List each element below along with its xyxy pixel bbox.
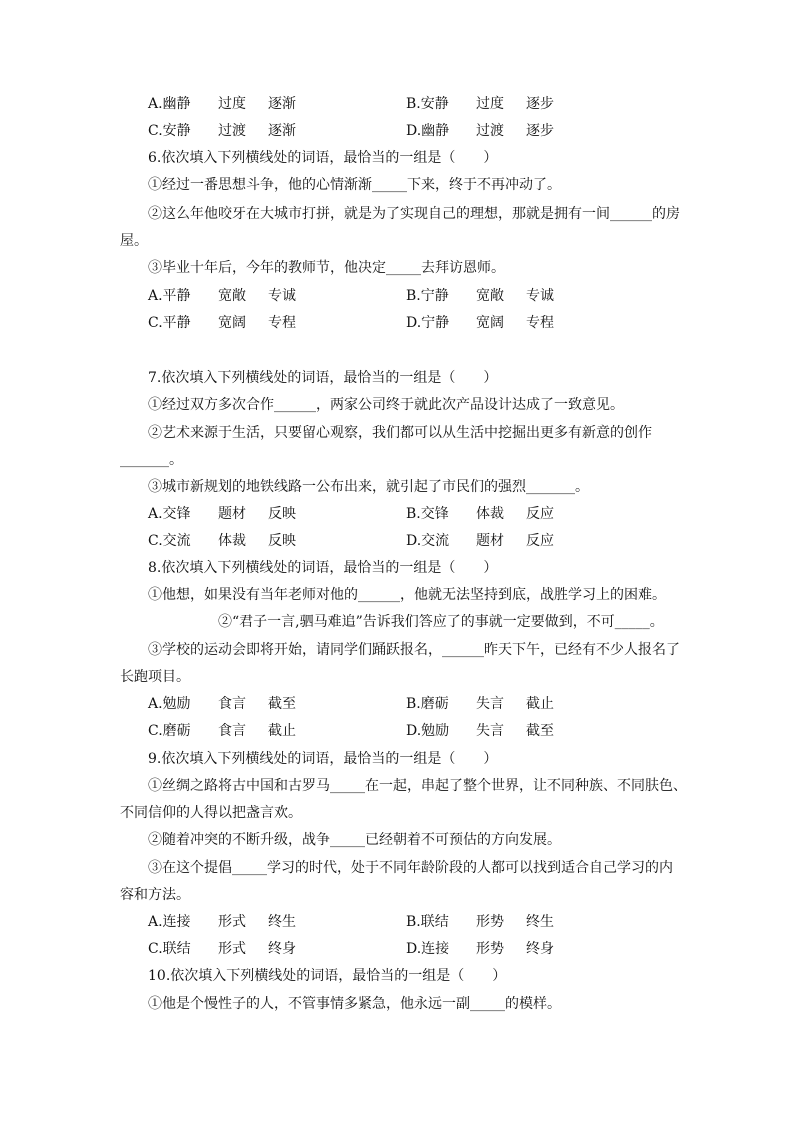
q6-sentence-3: ③毕业十年后，今年的教师节，他决定_____去拜访恩师。 (148, 260, 505, 276)
q7-option-c: C.交流 体裁 反映 (148, 533, 296, 549)
q7-sentence-2: ②艺术来源于生活，只要留心观察，我们都可以从生活中挖掘出更多有新意的创作 (148, 425, 652, 441)
q6-sentence-2: ②这么年他咬牙在大城市打拼，就是为了实现自己的理想，那就是拥有一间______的房 (148, 206, 680, 222)
q9-sentence-1-cont: 不同信仰的人得以把盏言欢。 (120, 805, 302, 821)
q8-option-d: D.勉励 失言 截至 (406, 723, 554, 739)
q9-sentence-1: ①丝绸之路将古中国和古罗马_____在一起，串起了整个世界，让不同种族、不同肤色、 (148, 778, 687, 794)
q8-option-c: C.磨砺 食言 截止 (148, 723, 296, 739)
q5-option-a: A.幽静 过度 逐渐 (148, 96, 296, 112)
q6-option-d: D.宁静 宽阔 专程 (406, 315, 554, 331)
q7-sentence-3: ③城市新规划的地铁线路一公布出来，就引起了市民们的强烈_______。 (148, 479, 589, 495)
q9-option-c: C.联结 形式 终身 (148, 941, 296, 957)
q6-option-a: A.平静 宽敞 专诚 (148, 288, 296, 304)
q10-stem: 10.依次填入下列横线处的词语，最恰当的一组是（ ） (148, 968, 507, 984)
q8-stem: 8.依次填入下列横线处的词语，最恰当的一组是（ ） (148, 560, 498, 576)
q7-stem: 7.依次填入下列横线处的词语，最恰当的一组是（ ） (148, 370, 498, 386)
q9-option-b: B.联结 形势 终生 (406, 914, 554, 930)
q7-option-a: A.交锋 题材 反映 (148, 506, 296, 522)
q5-option-c: C.安静 过渡 逐渐 (148, 123, 296, 139)
q8-sentence-3-cont: 长跑项目。 (120, 669, 190, 685)
q5-option-d: D.幽静 过渡 逐步 (406, 123, 554, 139)
q8-option-a: A.勉励 食言 截至 (148, 696, 296, 712)
q8-sentence-3: ③学校的运动会即将开始，请同学们踊跃报名，______昨天下午，已经有不少人报名了 (148, 642, 680, 658)
q7-option-d: D.交流 题材 反应 (406, 533, 554, 549)
q9-stem: 9.依次填入下列横线处的词语，最恰当的一组是（ ） (148, 751, 498, 767)
q6-option-c: C.平静 宽阔 专程 (148, 315, 296, 331)
q7-sentence-2-cont: _______。 (120, 452, 183, 468)
q5-option-b: B.安静 过度 逐步 (406, 96, 554, 112)
q8-sentence-1: ①他想，如果没有当年老师对他的______，他就无法坚持到底，战胜学习上的困难。 (148, 587, 666, 603)
q6-option-b: B.宁静 宽敞 专诚 (406, 288, 554, 304)
q6-sentence-1: ①经过一番思想斗争，他的心情渐渐_____下来，终于不再冲动了。 (148, 177, 561, 193)
q8-option-b: B.磨砺 失言 截止 (406, 696, 554, 712)
q10-sentence-1: ①他是个慢性子的人，不管事情多紧急，他永远一副_____的模样。 (148, 996, 561, 1012)
q8-sentence-2: ②“君子一言,驷马难追”告诉我们答应了的事就一定要做到，不可_____。 (218, 614, 664, 630)
q9-option-d: D.连接 形势 终身 (406, 941, 554, 957)
q7-sentence-1: ①经过双方多次合作______，两家公司终于就此次产品设计达成了一致意见。 (148, 397, 624, 413)
q9-option-a: A.连接 形式 终生 (148, 914, 296, 930)
q6-stem: 6.依次填入下列横线处的词语，最恰当的一组是（ ） (148, 150, 498, 166)
q9-sentence-3: ③在这个提倡_____学习的时代，处于不同年龄阶段的人都可以找到适合自己学习的内 (148, 860, 673, 876)
q9-sentence-2: ②随着冲突的不断升级，战争_____已经朝着不可预估的方向发展。 (148, 832, 561, 848)
q9-sentence-3-cont: 容和方法。 (120, 887, 190, 903)
q6-sentence-2-cont: 屋。 (120, 233, 148, 249)
q7-option-b: B.交锋 体裁 反应 (406, 506, 554, 522)
